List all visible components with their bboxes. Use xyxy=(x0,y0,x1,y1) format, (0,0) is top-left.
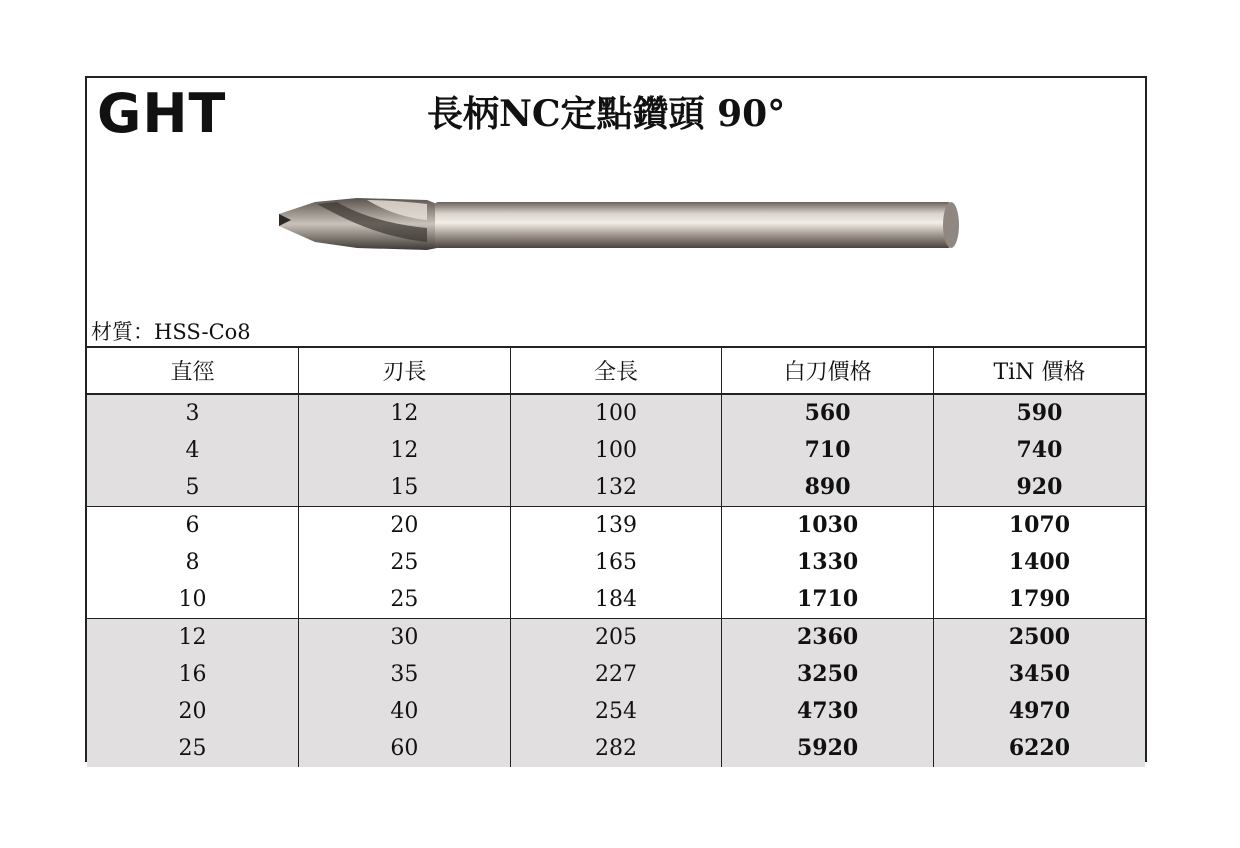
table-row xyxy=(87,619,1145,657)
diameter-cell: 20 xyxy=(87,693,299,730)
tin-price-cell: 1400 xyxy=(933,544,1145,581)
product-card xyxy=(85,76,1147,762)
spec-table xyxy=(87,346,1145,767)
flute-length-cell: 15 xyxy=(299,469,511,507)
flute-length-cell: 25 xyxy=(299,581,511,619)
flute-length-cell: 20 xyxy=(299,507,511,545)
diameter-cell: 8 xyxy=(87,544,299,581)
diameter-cell: 10 xyxy=(87,581,299,619)
flute-length-cell: 12 xyxy=(299,394,511,432)
header-plain-price: 白刀價格 xyxy=(722,347,934,394)
material-label: 材質：HSS-Co8 xyxy=(91,320,251,344)
plain-price-cell: 1710 xyxy=(722,581,934,619)
overall-length-cell: 205 xyxy=(510,619,722,657)
overall-length-cell: 254 xyxy=(510,693,722,730)
table-row xyxy=(87,656,1145,693)
header-diameter: 直徑 xyxy=(87,347,299,394)
plain-price-cell: 4730 xyxy=(722,693,934,730)
tin-price-cell: 6220 xyxy=(933,730,1145,767)
plain-price-cell: 1330 xyxy=(722,544,934,581)
header-tin-price: TiN 價格 xyxy=(933,347,1145,394)
tin-price-cell: 4970 xyxy=(933,693,1145,730)
table-row xyxy=(87,581,1145,619)
table-row xyxy=(87,730,1145,767)
drill-bit-icon xyxy=(277,190,967,260)
header-overall-length: 全長 xyxy=(510,347,722,394)
diameter-cell: 5 xyxy=(87,469,299,507)
plain-price-cell: 560 xyxy=(722,394,934,432)
overall-length-cell: 132 xyxy=(510,469,722,507)
tin-price-cell: 1070 xyxy=(933,507,1145,545)
diameter-cell: 12 xyxy=(87,619,299,657)
overall-length-cell: 227 xyxy=(510,656,722,693)
page-title: 長柄NC定點鑽頭 90° xyxy=(427,93,786,135)
overall-length-cell: 184 xyxy=(510,581,722,619)
flute-length-cell: 12 xyxy=(299,432,511,469)
flute-length-cell: 25 xyxy=(299,544,511,581)
diameter-cell: 4 xyxy=(87,432,299,469)
table-header-row xyxy=(87,347,1145,394)
overall-length-cell: 100 xyxy=(510,432,722,469)
table-row xyxy=(87,693,1145,730)
tin-price-cell: 3450 xyxy=(933,656,1145,693)
tin-price-cell: 590 xyxy=(933,394,1145,432)
brand-logo: GHT xyxy=(97,82,227,145)
tin-price-cell: 740 xyxy=(933,432,1145,469)
flute-length-cell: 35 xyxy=(299,656,511,693)
overall-length-cell: 100 xyxy=(510,394,722,432)
table-row xyxy=(87,394,1145,432)
plain-price-cell: 5920 xyxy=(722,730,934,767)
plain-price-cell: 2360 xyxy=(722,619,934,657)
plain-price-cell: 3250 xyxy=(722,656,934,693)
plain-price-cell: 710 xyxy=(722,432,934,469)
diameter-cell: 3 xyxy=(87,394,299,432)
plain-price-cell: 890 xyxy=(722,469,934,507)
table-body xyxy=(87,394,1145,767)
table-row xyxy=(87,544,1145,581)
diameter-cell: 25 xyxy=(87,730,299,767)
diameter-cell: 16 xyxy=(87,656,299,693)
diameter-cell: 6 xyxy=(87,507,299,545)
flute-length-cell: 60 xyxy=(299,730,511,767)
tin-price-cell: 1790 xyxy=(933,581,1145,619)
flute-length-cell: 40 xyxy=(299,693,511,730)
table-row xyxy=(87,469,1145,507)
tin-price-cell: 920 xyxy=(933,469,1145,507)
tin-price-cell: 2500 xyxy=(933,619,1145,657)
overall-length-cell: 282 xyxy=(510,730,722,767)
flute-length-cell: 30 xyxy=(299,619,511,657)
overall-length-cell: 165 xyxy=(510,544,722,581)
table-row xyxy=(87,432,1145,469)
table-row xyxy=(87,507,1145,545)
header-flute-length: 刃長 xyxy=(299,347,511,394)
overall-length-cell: 139 xyxy=(510,507,722,545)
plain-price-cell: 1030 xyxy=(722,507,934,545)
